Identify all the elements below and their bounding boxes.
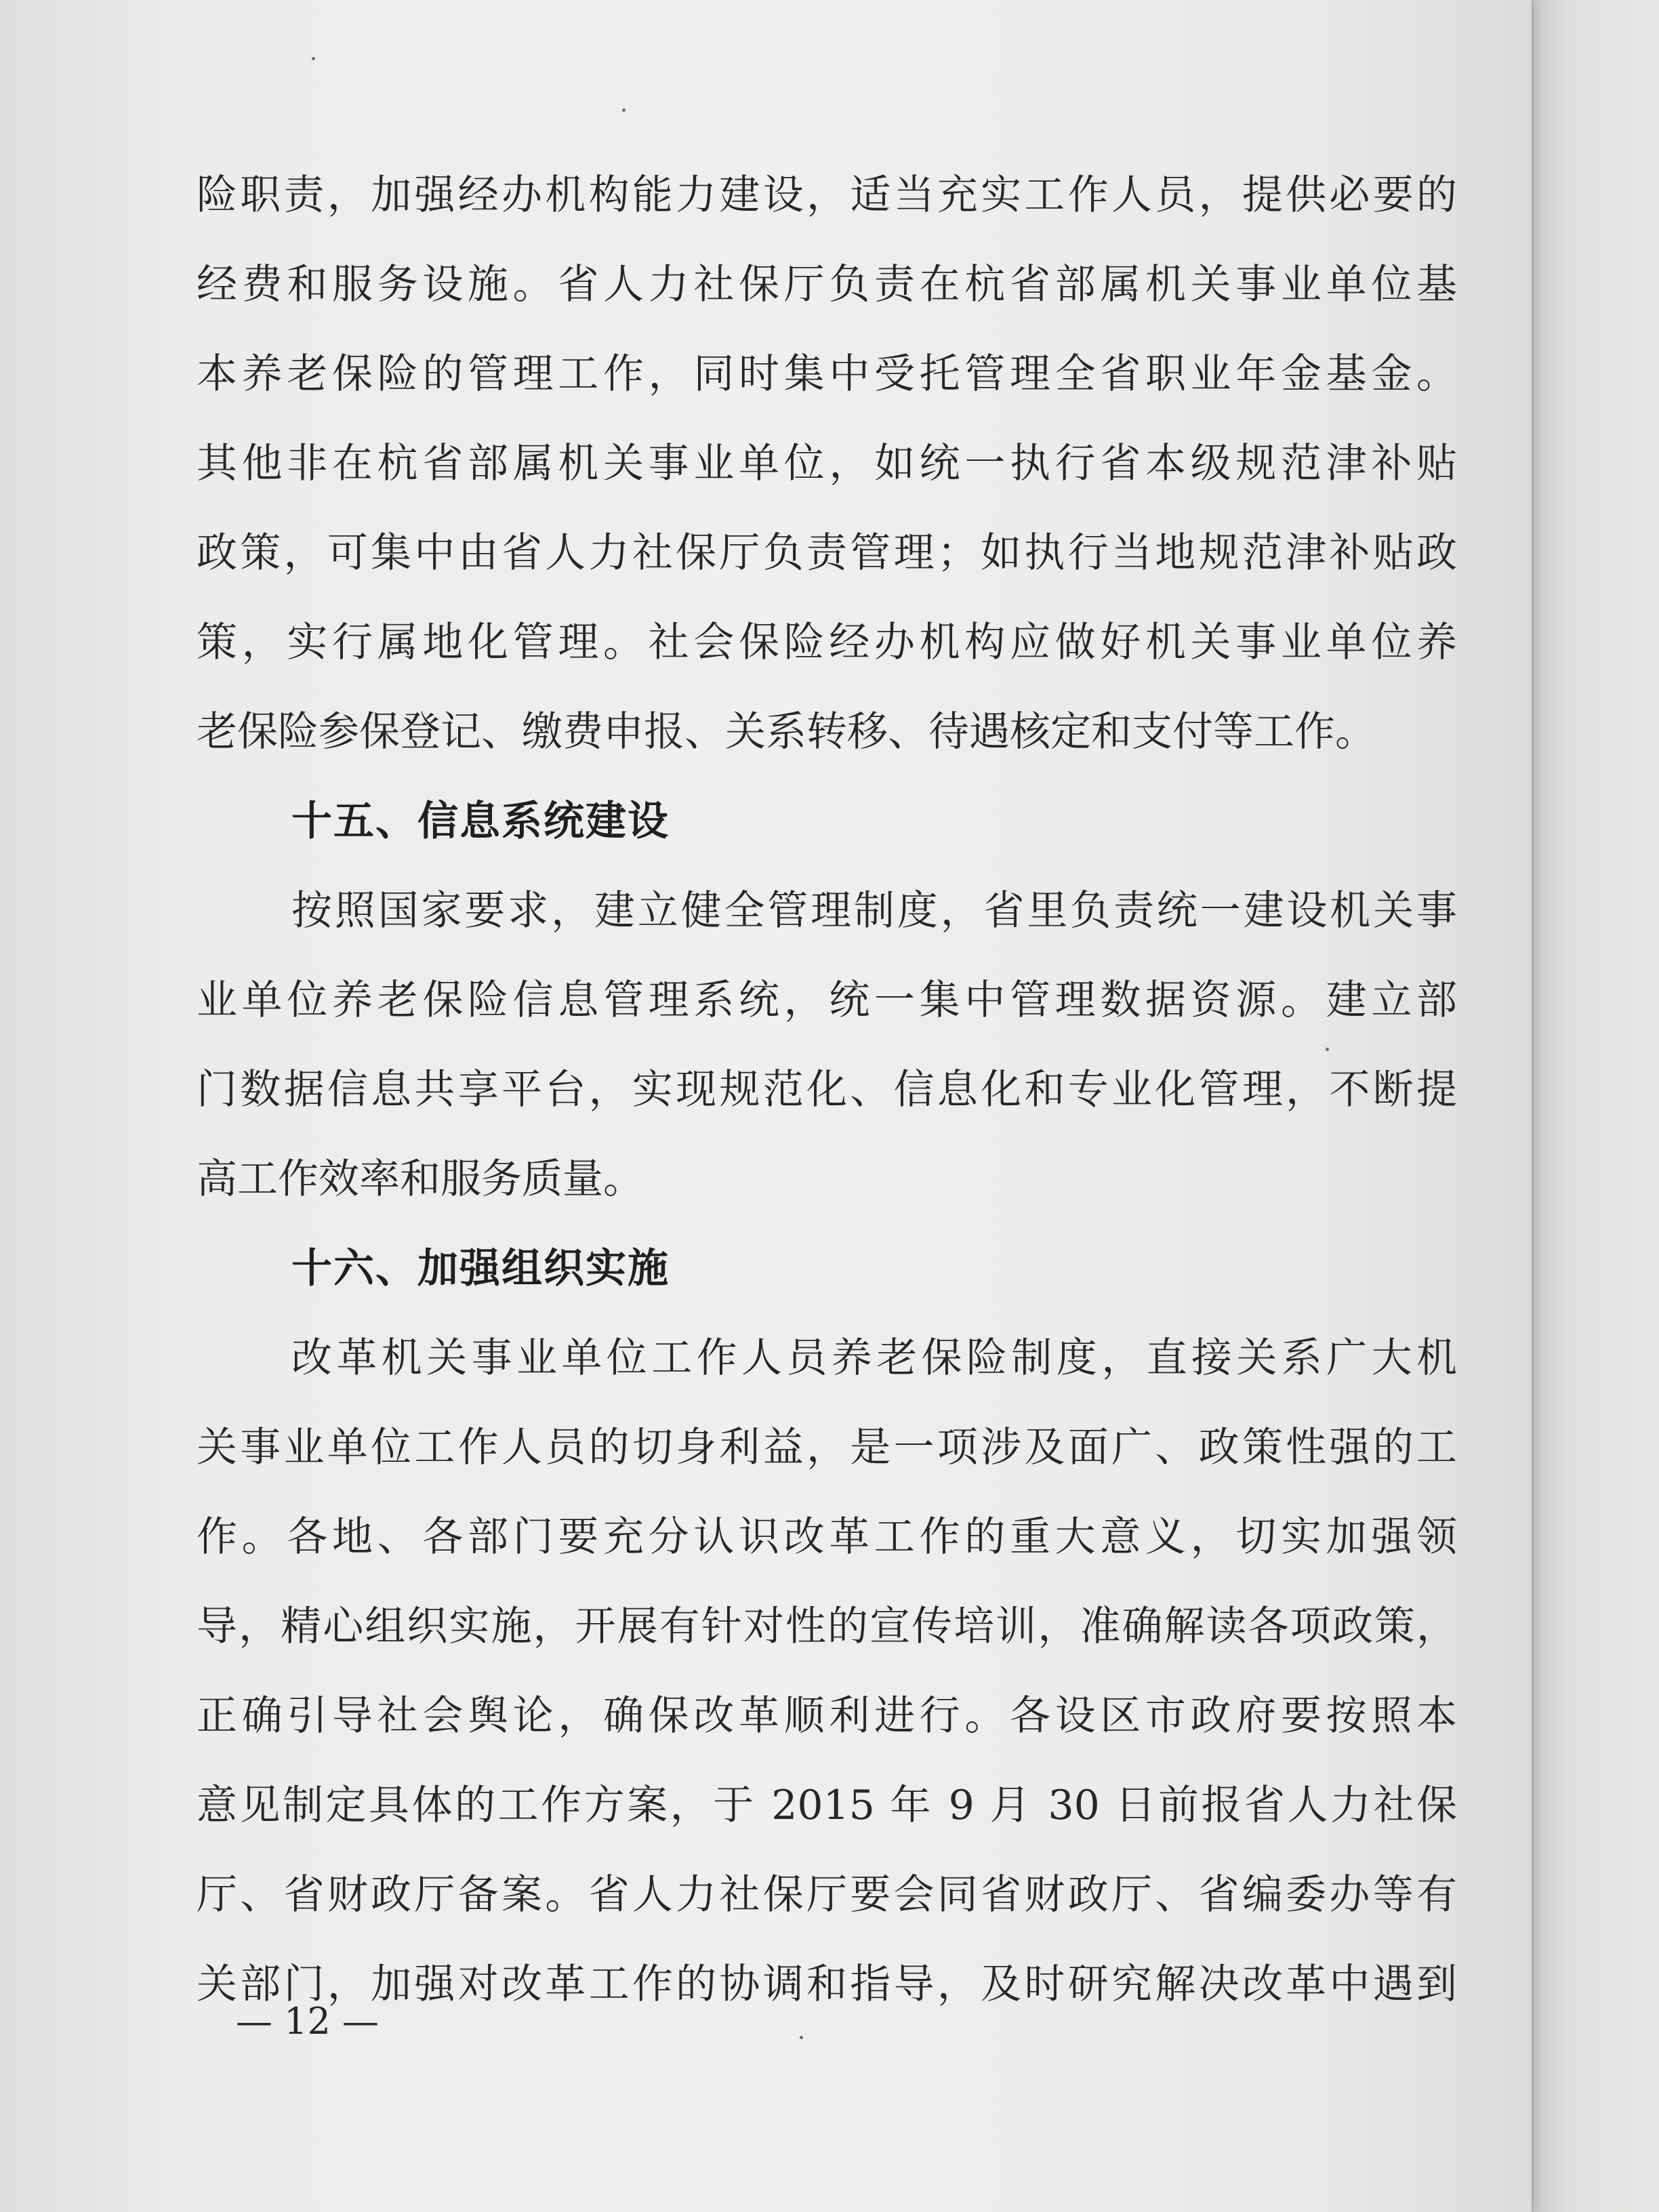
paragraph-line: 策，实行属地化管理。社会保险经办机构应做好机关事业单位养 (197, 619, 1457, 666)
section-heading-15: 十五、信息系统建设 (291, 798, 670, 845)
paragraph-line: 按照国家要求，建立健全管理制度，省里负责统一建设机关事 (291, 887, 1457, 935)
paragraph-line: 关事业单位工作人员的切身利益，是一项涉及面广、政策性强的工 (197, 1424, 1457, 1471)
underlying-page-edge (1532, 0, 1659, 2212)
paragraph-line: 老保险参保登记、缴费申报、关系转移、待遇核定和支付等工作。 (197, 708, 1376, 756)
paragraph-line: 正确引导社会舆论，确保改革顺利进行。各设区市政府要按照本 (197, 1692, 1457, 1740)
paragraph-line: 改革机关事业单位工作人员养老保险制度，直接关系广大机 (291, 1334, 1457, 1382)
paragraph-line: 业单位养老保险信息管理系统，统一集中管理数据资源。建立部 (197, 977, 1457, 1024)
paper-speck (312, 57, 315, 60)
paragraph-line: 经费和服务设施。省人力社保厅负责在杭省部属机关事业单位基 (197, 261, 1457, 308)
paragraph-line: 门数据信息共享平台，实现规范化、信息化和专业化管理，不断提 (197, 1066, 1457, 1113)
page-edge-line (1532, 0, 1533, 2212)
section-heading-16: 十六、加强组织实施 (291, 1245, 670, 1292)
page-number: — 12 — (236, 2000, 380, 2043)
paragraph-3 (197, 1313, 1457, 2029)
paper-speck (800, 2036, 803, 2039)
paragraph-2 (197, 866, 1457, 1224)
paragraph-line: 关部门，加强对改革工作的协调和指导，及时研究解决改革中遇到 (197, 1961, 1457, 2008)
paragraph-line: 厅、省财政厅备案。省人力社保厅要会同省财政厅、省编委办等有 (197, 1871, 1457, 1919)
body-text (197, 150, 1457, 2029)
paragraph-line: 本养老保险的管理工作，同时集中受托管理全省职业年金基金。 (197, 350, 1457, 398)
paragraph-line: 险职责，加强经办机构能力建设，适当充实工作人员，提供必要的 (197, 171, 1457, 219)
paragraph-1 (197, 150, 1457, 777)
paragraph-line: 意见制定具体的工作方案，于 2015 年 9 月 30 日前报省人力社保 (197, 1782, 1457, 1829)
paragraph-line: 导，精心组织实施，开展有针对性的宣传培训，准确解读各项政策， (197, 1603, 1457, 1650)
paper-speck (1326, 1048, 1329, 1051)
paragraph-line: 高工作效率和服务质量。 (197, 1155, 644, 1203)
paragraph-line: 政策，可集中由省人力社保厅负责管理；如执行当地规范津补贴政 (197, 529, 1457, 577)
paragraph-line: 其他非在杭省部属机关事业单位，如统一执行省本级规范津补贴 (197, 440, 1457, 487)
paper-speck (622, 108, 626, 112)
paragraph-line: 作。各地、各部门要充分认识改革工作的重大意义，切实加强领 (197, 1513, 1457, 1561)
